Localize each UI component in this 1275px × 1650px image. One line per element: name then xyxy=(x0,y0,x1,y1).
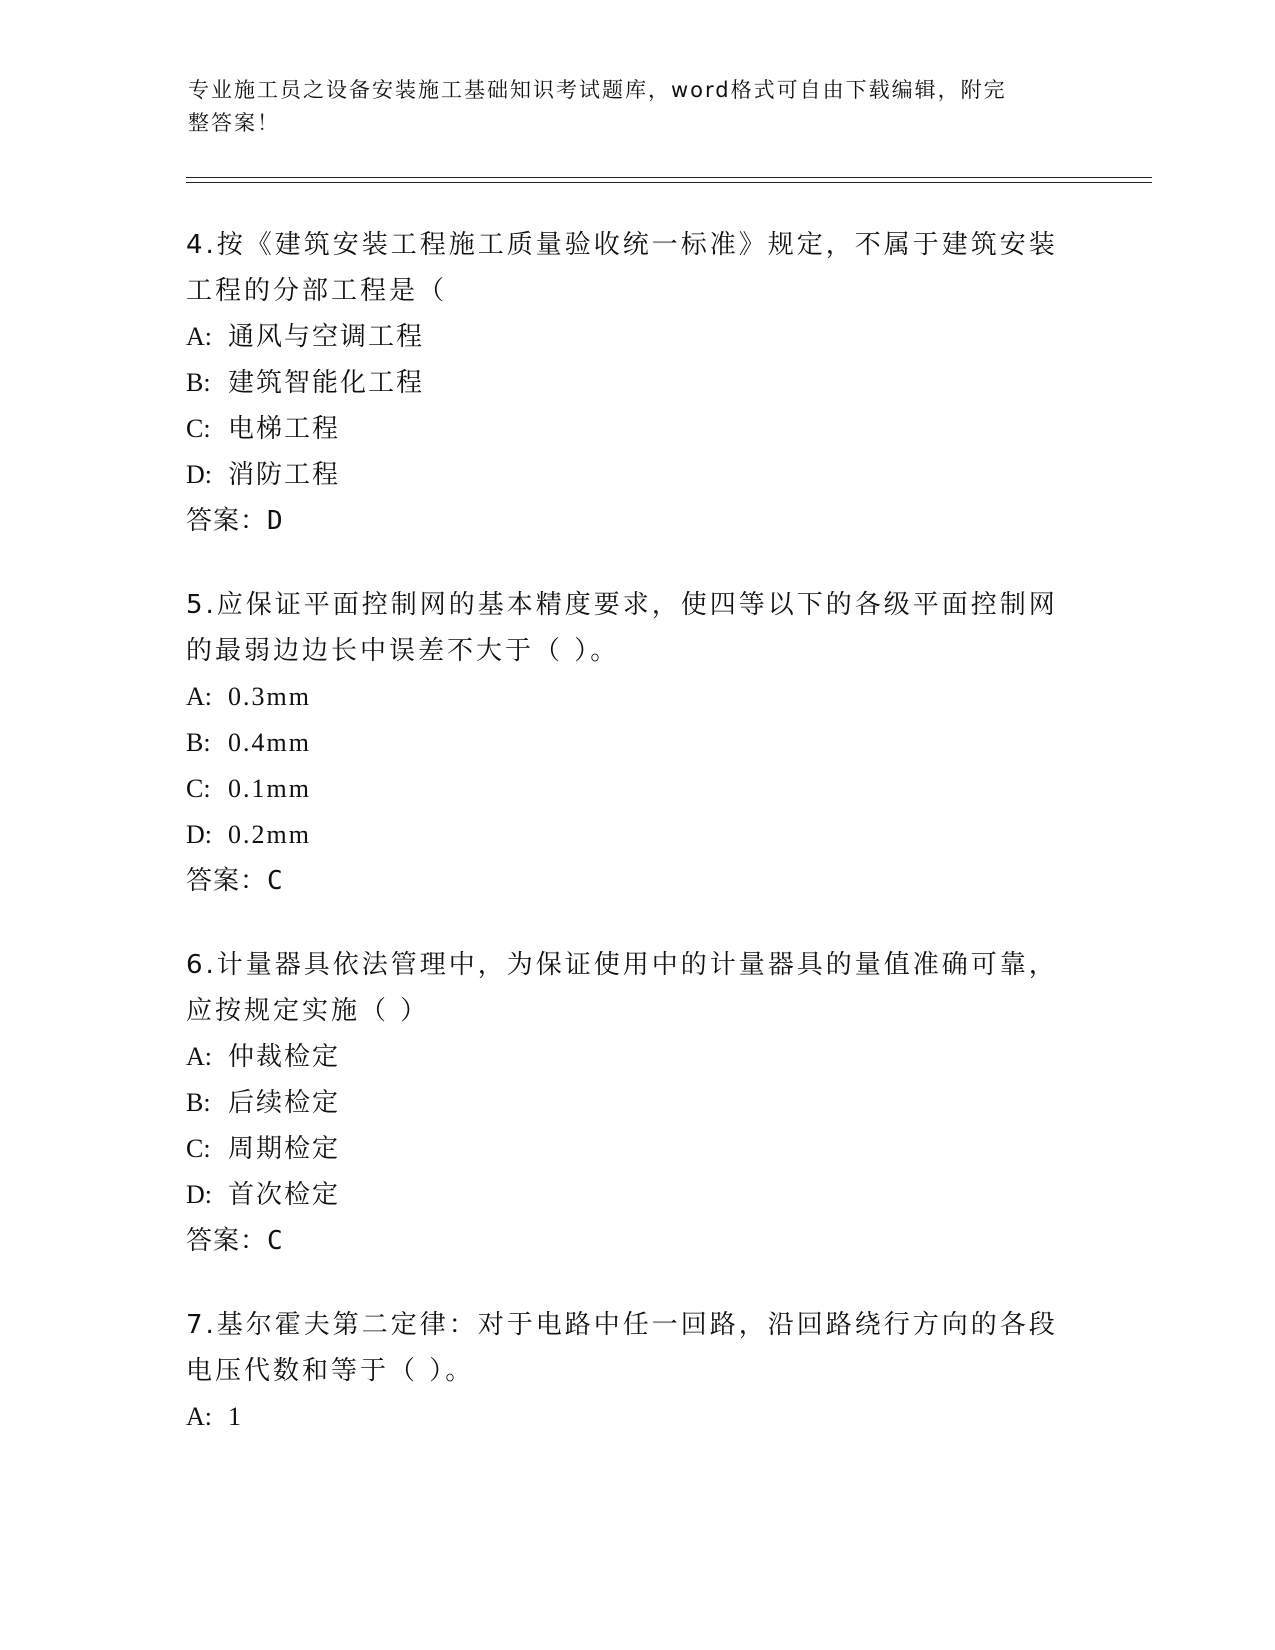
option-letter: A: xyxy=(186,322,212,351)
answer-line xyxy=(186,498,1066,544)
option-text: 0.3mm xyxy=(228,682,311,711)
option-text: 1 xyxy=(228,1402,243,1431)
option-letter: A: xyxy=(186,682,212,711)
option-b xyxy=(186,1080,1066,1126)
option-text: 首次检定 xyxy=(228,1180,341,1210)
option-text: 0.1mm xyxy=(228,774,311,803)
question-text-line-1: 7.基尔霍夫第二定律：对于电路中任一回路，沿回路绕行方向的各段 xyxy=(186,1310,1058,1340)
question-text-line-1: 6.计量器具依法管理中，为保证使用中的计量器具的量值准确可靠， xyxy=(186,950,1058,980)
option-text: 0.4mm xyxy=(228,728,311,757)
question-text-line-2: 电压代数和等于（ ）。 xyxy=(186,1356,475,1386)
option-text: 通风与空调工程 xyxy=(228,322,425,352)
option-d xyxy=(186,452,1066,498)
option-letter: C: xyxy=(186,1134,211,1163)
answer-value: D xyxy=(267,506,284,536)
option-text: 周期检定 xyxy=(228,1134,341,1164)
option-d xyxy=(186,1172,1066,1218)
option-a xyxy=(186,1394,1066,1440)
question-text-line-2: 应按规定实施（ ） xyxy=(186,996,430,1026)
option-c xyxy=(186,766,1066,812)
answer-label: 答案： xyxy=(186,866,268,896)
answer-line xyxy=(186,1218,1066,1264)
option-letter: B: xyxy=(186,368,211,397)
option-letter: B: xyxy=(186,728,211,757)
option-a xyxy=(186,314,1066,360)
option-text: 消防工程 xyxy=(228,460,341,490)
option-text: 后续检定 xyxy=(228,1088,341,1118)
option-text: 0.2mm xyxy=(228,820,311,849)
option-c xyxy=(186,1126,1066,1172)
option-letter: D: xyxy=(186,1180,212,1209)
header-line-2: 整答案！ xyxy=(188,111,280,135)
question-4 xyxy=(186,222,1066,544)
header-divider-bottom xyxy=(186,182,1152,183)
option-text: 建筑智能化工程 xyxy=(228,368,425,398)
option-text: 仲裁检定 xyxy=(228,1042,341,1072)
header-divider-top xyxy=(186,177,1152,178)
question-7 xyxy=(186,1302,1066,1440)
header-line-1: 专业施工员之设备安装施工基础知识考试题库，word格式可自由下载编辑，附完 xyxy=(188,78,1007,102)
option-c xyxy=(186,406,1066,452)
option-letter: A: xyxy=(186,1402,212,1431)
answer-line xyxy=(186,858,1066,904)
option-b xyxy=(186,720,1066,766)
option-text: 电梯工程 xyxy=(228,414,341,444)
option-letter: C: xyxy=(186,414,211,443)
answer-label: 答案： xyxy=(186,506,268,536)
answer-value: C xyxy=(267,1226,284,1256)
question-5 xyxy=(186,582,1066,904)
question-text-line-1: 5.应保证平面控制网的基本精度要求，使四等以下的各级平面控制网 xyxy=(186,590,1058,620)
option-letter: D: xyxy=(186,460,212,489)
question-text-line-1: 4.按《建筑安装工程施工质量验收统一标准》规定，不属于建筑安装 xyxy=(186,230,1058,260)
question-text-line-2: 工程的分部工程是（ xyxy=(186,276,448,306)
option-letter: A: xyxy=(186,1042,212,1071)
option-d xyxy=(186,812,1066,858)
option-letter: C: xyxy=(186,774,211,803)
question-text-line-2: 的最弱边边长中误差不大于（ ）。 xyxy=(186,636,620,666)
answer-label: 答案： xyxy=(186,1226,268,1256)
option-a xyxy=(186,674,1066,720)
answer-value: C xyxy=(267,866,284,896)
option-letter: D: xyxy=(186,820,212,849)
option-a xyxy=(186,1034,1066,1080)
option-letter: B: xyxy=(186,1088,211,1117)
question-6 xyxy=(186,942,1066,1264)
document-header xyxy=(188,74,1068,140)
option-b xyxy=(186,360,1066,406)
